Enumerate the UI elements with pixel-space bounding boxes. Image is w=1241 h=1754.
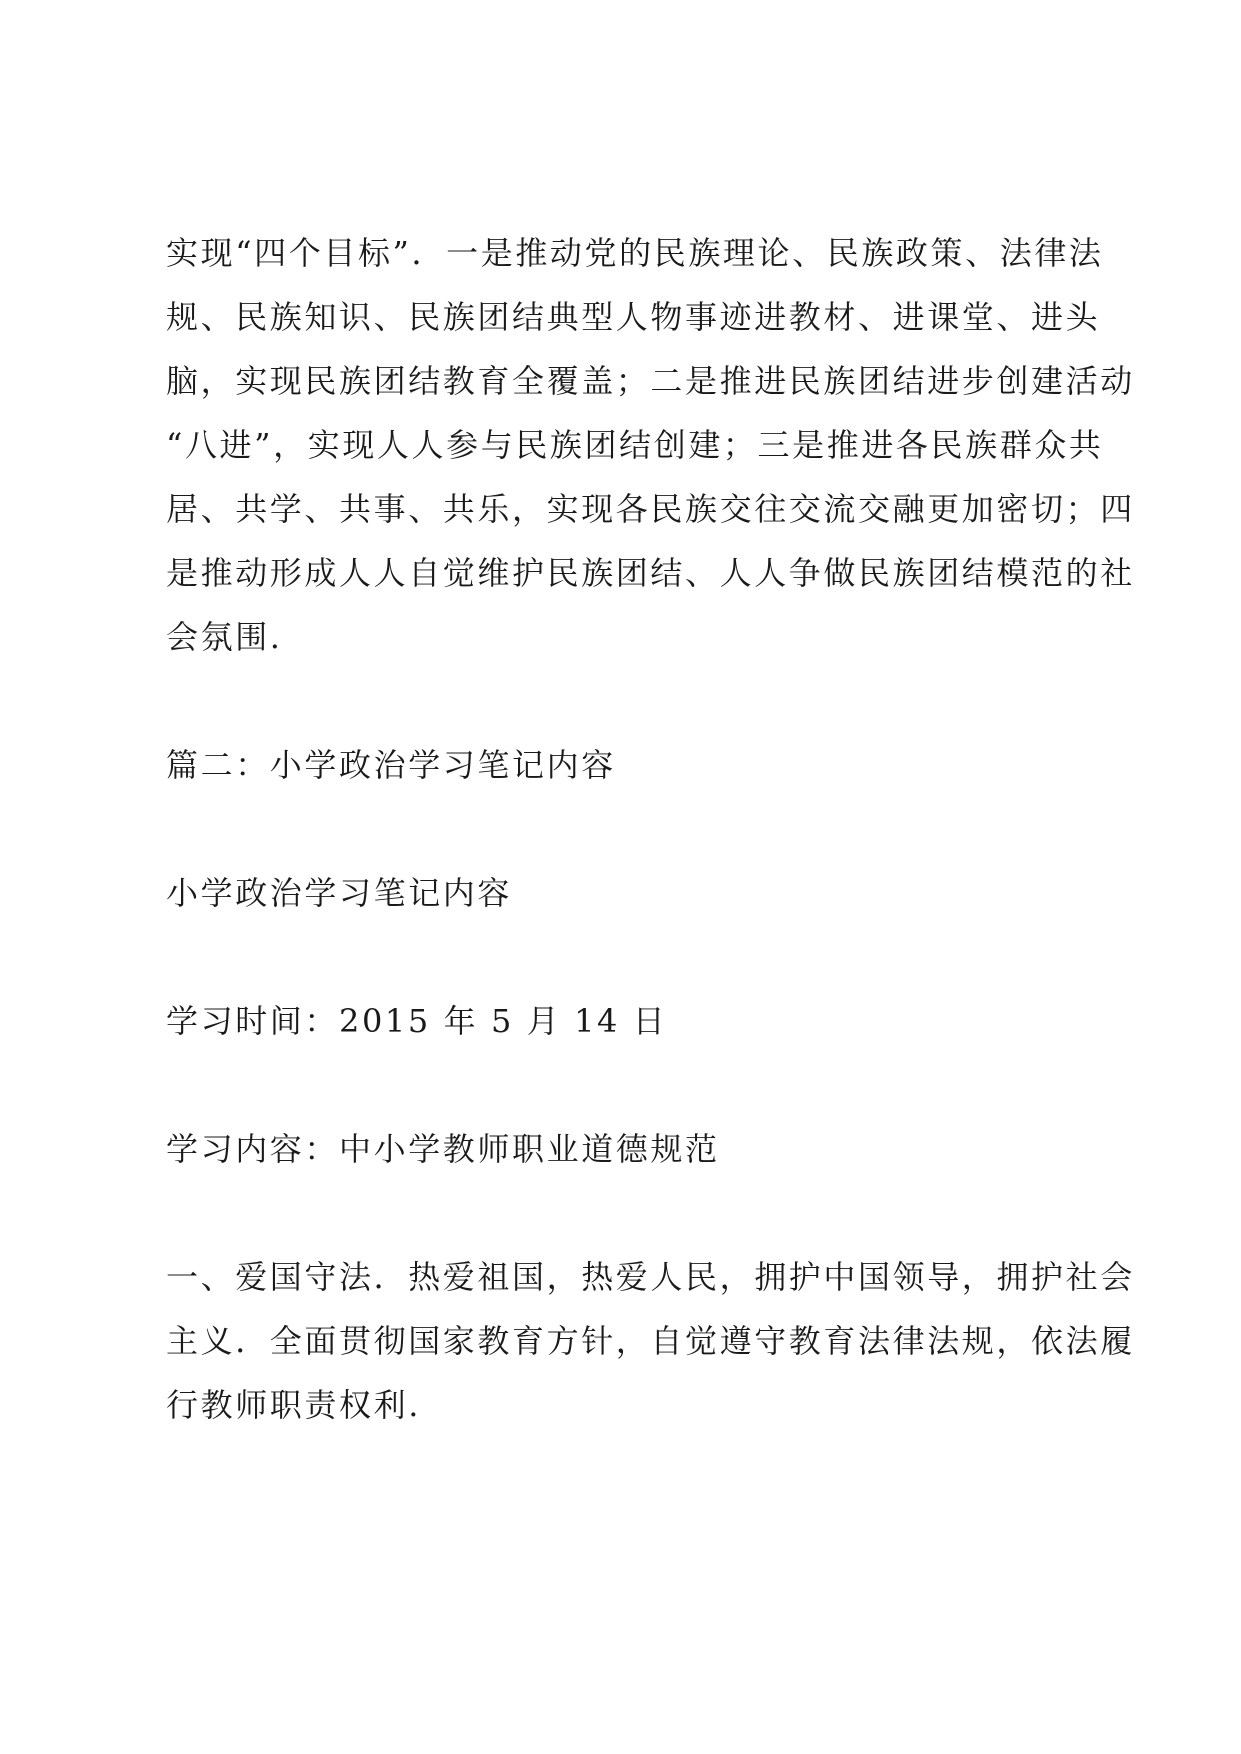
paragraph-line: 居、共学、共事、共乐，实现各民族交往交流交融更加密切；四 xyxy=(166,490,1135,528)
paragraph-line: 行教师职责权利. xyxy=(166,1386,421,1424)
paragraph-line: 是推动形成人人自觉维护民族团结、人人争做民族团结模范的社 xyxy=(166,554,1135,592)
paragraph-line: 实现“四个目标”．一是推动党的民族理论、民族政策、法律法 xyxy=(166,234,1104,272)
study-content: 学习内容：中小学教师职业道德规范 xyxy=(166,1130,720,1168)
paragraph-line: 一、爱国守法．热爱祖国，热爱人民，拥护中国领导，拥护社会 xyxy=(166,1258,1135,1296)
paragraph-line: 规、民族知识、民族团结典型人物事迹进教材、进课堂、进头 xyxy=(166,298,1101,336)
paragraph-line: 主义．全面贯彻国家教育方针，自觉遵守教育法律法规，依法履 xyxy=(166,1322,1135,1360)
paragraph-line: 脑，实现民族团结教育全覆盖；二是推进民族团结进步创建活动 xyxy=(166,362,1135,400)
section-heading: 篇二：小学政治学习笔记内容 xyxy=(166,746,616,784)
paragraph-line: 会氛围. xyxy=(166,618,283,656)
paragraph-line: “八进”，实现人人参与民族团结创建；三是推进各民族群众共 xyxy=(166,426,1104,464)
notes-title: 小学政治学习笔记内容 xyxy=(166,874,513,912)
study-time: 学习时间：2015 年 5 月 14 日 xyxy=(166,1002,668,1040)
